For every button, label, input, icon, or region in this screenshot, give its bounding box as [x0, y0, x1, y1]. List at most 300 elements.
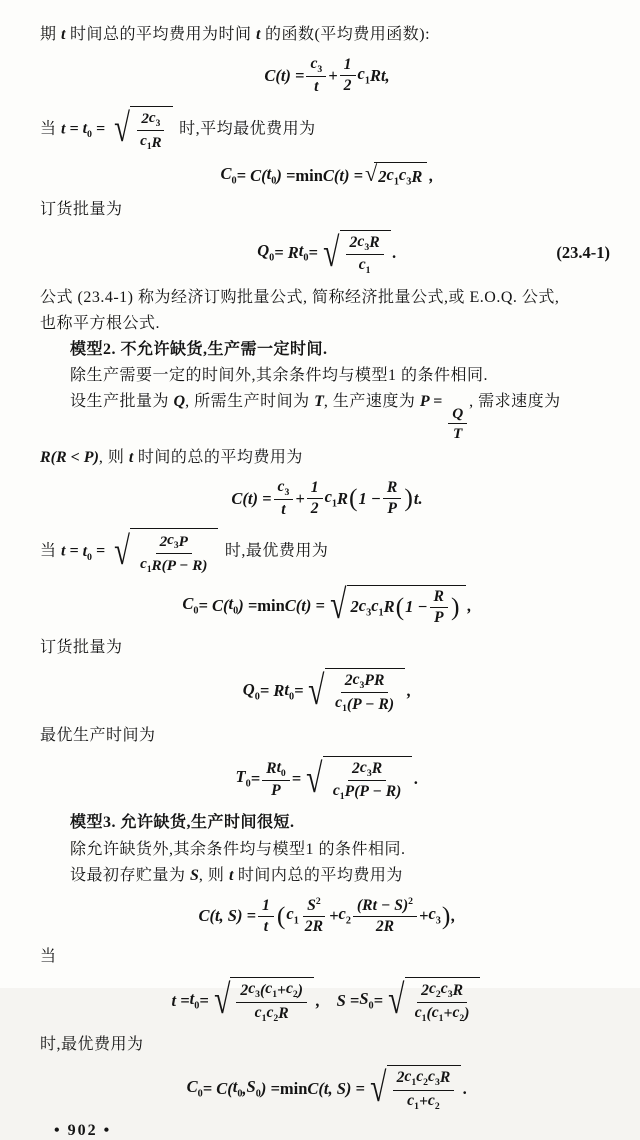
- subscripted-term: $t_0$: [284, 679, 295, 702]
- radical-symbol-icon: √: [370, 1063, 387, 1110]
- subscripted-term: $c_3$: [357, 232, 370, 254]
- math-run: 2R: [304, 918, 324, 936]
- subscripted-term: $t_0$: [266, 163, 277, 187]
- fraction: [136, 531, 211, 576]
- display-formula: [40, 162, 614, 189]
- paragraph: [40, 636, 614, 659]
- display-formula: [40, 478, 614, 519]
- subscript: 3: [366, 606, 372, 618]
- cjk-run: 时间内总的平均费用为: [233, 866, 403, 884]
- cjk-run: 除生产需要一定的时间外,其余条件均与模型1 的条件相同.: [70, 367, 489, 385]
- subscript: 1: [421, 1012, 427, 1024]
- subscript: 2: [434, 1100, 440, 1112]
- display-formula: [40, 55, 614, 96]
- cjk-run: 的函数(平均费用函数):: [260, 26, 431, 43]
- subscript: 1: [261, 1012, 267, 1024]
- subscript: 3: [406, 176, 412, 188]
- cjk-run: 模型2. 不允许缺货,生产需一定时间.: [70, 340, 328, 358]
- math-run: 2: [350, 597, 359, 617]
- fraction-numerator: [348, 759, 386, 781]
- math-run: t: [263, 917, 269, 935]
- subscript: 0: [231, 175, 237, 187]
- subscripted-term: $c_1$: [332, 782, 345, 803]
- subscripted-term: $t_0$: [228, 594, 239, 617]
- subscripted-term: $c_1$: [265, 980, 278, 1001]
- fraction-denominator: [372, 917, 398, 936]
- subscript: 1: [438, 1012, 444, 1024]
- square-root: [111, 106, 173, 154]
- math-run: 2: [352, 760, 360, 778]
- subscripted-term: $c_2$: [416, 1068, 429, 1089]
- math-run: = C(: [202, 1078, 233, 1098]
- subscript: 2: [292, 989, 298, 1001]
- subscript: 0: [269, 252, 275, 264]
- fraction-numerator: [430, 588, 448, 608]
- subscripted-term: $c_3$: [440, 980, 453, 1001]
- square-root: [365, 162, 427, 189]
- subscript: 2: [423, 1077, 429, 1089]
- subscripted-term: $c_3$: [428, 1068, 440, 1089]
- fraction: [411, 980, 474, 1024]
- math-run: = R: [259, 681, 285, 701]
- fraction: [307, 479, 323, 518]
- subscripted-term: $t_0$: [189, 988, 200, 1012]
- math-run: t.: [413, 488, 423, 508]
- math-run: +: [329, 906, 339, 926]
- subscripted-term: $c_3$: [277, 477, 290, 498]
- subscript: 0: [271, 175, 277, 187]
- math-run: 1: [343, 56, 352, 74]
- math-run: R: [439, 1069, 451, 1087]
- math-run: T: [453, 425, 463, 443]
- math-run: P: [178, 532, 188, 550]
- math-run: t: [128, 448, 134, 466]
- radicand: [130, 106, 173, 154]
- math-run: =: [291, 769, 302, 789]
- display-formula: [40, 977, 614, 1024]
- subscripted-term: $c_2$: [266, 1003, 279, 1024]
- math-run: t: [255, 26, 261, 43]
- subscripted-term: $c_3$: [148, 108, 161, 129]
- radical-symbol-icon: √: [365, 161, 378, 187]
- subscripted-term: $c_1$: [286, 904, 299, 927]
- subscript: 3: [366, 768, 372, 779]
- math-run: R: [369, 234, 380, 252]
- math-run: = C(: [236, 165, 267, 185]
- paragraph: [40, 724, 614, 747]
- superscripted-term: $(Rt - S)^2$: [356, 896, 414, 915]
- fraction: [258, 897, 274, 936]
- math-run: t =: [61, 542, 83, 560]
- fraction-denominator: [310, 77, 322, 96]
- subscript: 1: [272, 989, 278, 1001]
- page-content: [40, 23, 614, 1112]
- subscripted-term: $c_3$: [310, 55, 323, 76]
- radical-symbol-icon: √: [213, 976, 231, 1023]
- fraction: [306, 55, 326, 96]
- subscript: 3: [359, 680, 365, 692]
- math-run: S: [190, 866, 199, 884]
- paragraph: [40, 312, 614, 335]
- math-run: 2: [159, 532, 168, 550]
- math-run: R(P − R): [151, 556, 208, 574]
- math-run: +: [443, 1004, 453, 1022]
- fraction-denominator: [403, 1091, 444, 1112]
- fraction: [346, 233, 384, 277]
- subscript: 1: [411, 1077, 417, 1089]
- subscript: 3: [435, 915, 441, 927]
- math-run: ,: [407, 681, 412, 701]
- math-run: = R: [274, 243, 299, 263]
- math-run: ) =: [238, 595, 258, 615]
- radicand: [374, 162, 427, 189]
- fraction-numerator: [156, 531, 192, 554]
- subscript: 1: [293, 915, 299, 927]
- square-root: [211, 977, 314, 1024]
- radicand: [130, 528, 218, 576]
- subscripted-term: $c_3$: [352, 671, 365, 692]
- math-run: +: [277, 981, 286, 999]
- fraction: [448, 405, 467, 443]
- subscript: 2: [273, 1012, 279, 1024]
- math-run: ): [464, 1004, 470, 1022]
- square-root: [303, 756, 412, 803]
- cjk-run: , 则: [198, 866, 229, 884]
- fraction-numerator: [383, 479, 401, 499]
- subscript: 3: [255, 989, 261, 1001]
- paragraph: [40, 446, 614, 469]
- subscript: 1: [364, 75, 370, 87]
- math-run: P: [387, 500, 397, 517]
- square-root: [305, 668, 405, 715]
- subscripted-term: $c_1$: [140, 132, 152, 153]
- radicand: [347, 585, 466, 627]
- subscript: 1: [146, 565, 152, 576]
- math-run: ): [297, 981, 303, 999]
- math-run: P: [433, 608, 444, 626]
- subscripted-term: $T_0$: [235, 767, 251, 790]
- subscript: 3: [173, 541, 179, 552]
- fraction-numerator: [306, 55, 326, 77]
- fraction-numerator: [236, 980, 307, 1002]
- paragraph: [40, 528, 614, 576]
- subscripted-term: $Q_0$: [242, 679, 260, 702]
- math-run: +: [419, 906, 429, 926]
- display-formula: [40, 1065, 614, 1112]
- square-root: [111, 528, 218, 576]
- subscript: 0: [368, 1000, 374, 1012]
- subscript: 0: [303, 252, 309, 264]
- radicand: [340, 230, 391, 277]
- radical-symbol-icon: √: [308, 666, 325, 713]
- cjk-run: , 生产速度为: [323, 393, 420, 411]
- subscript: 0: [194, 1000, 200, 1012]
- subscripted-term: $c_1$: [324, 486, 337, 509]
- radicand: [405, 977, 481, 1024]
- subscripted-term: $c_2$: [452, 1003, 465, 1024]
- math-run: ) =: [276, 165, 296, 185]
- fraction-denominator: [307, 499, 323, 518]
- radicand: [325, 668, 405, 715]
- display-formula: [40, 896, 614, 936]
- subscript: 0: [87, 129, 92, 141]
- math-run: 2: [141, 110, 149, 128]
- fraction: [430, 588, 448, 627]
- subscript: 3: [317, 64, 323, 76]
- math-run: 2: [396, 1069, 405, 1087]
- square-root: [327, 581, 466, 628]
- cjk-run: 时,最优费用为: [40, 1036, 144, 1054]
- radical-symbol-icon: √: [330, 581, 347, 628]
- fraction-denominator: [329, 781, 406, 802]
- fraction-numerator: [307, 479, 323, 499]
- math-run: (P − R): [346, 695, 395, 713]
- fraction-denominator: [136, 131, 166, 153]
- math-run: t: [281, 501, 286, 519]
- subscript: 3: [447, 989, 453, 1001]
- subscript: 0: [255, 1088, 261, 1100]
- fraction-denominator: [383, 499, 401, 518]
- cjk-run: 当: [40, 948, 57, 966]
- cjk-run: 设最初存贮量为: [70, 866, 191, 884]
- roman-run: min: [295, 165, 323, 185]
- subscripted-term: $t_0$: [82, 542, 92, 563]
- math-run: (: [260, 981, 266, 999]
- math-run: 2R: [375, 918, 395, 936]
- math-run: = C(: [198, 595, 229, 615]
- cjk-run: 模型3. 允许缺货,生产时间很短.: [70, 814, 295, 832]
- paragraph: [40, 390, 614, 442]
- math-run: Q: [173, 393, 186, 411]
- square-root: [367, 1065, 461, 1112]
- superscripted-term: $S^2$: [307, 896, 321, 915]
- subscripted-term: $c_2$: [428, 980, 441, 1001]
- display-formula: [40, 668, 614, 715]
- display-formula: [40, 230, 614, 277]
- subscripted-term: $c_1$: [431, 1003, 444, 1024]
- math-run: R: [278, 1004, 289, 1022]
- math-run: (: [426, 1004, 432, 1022]
- fraction-denominator: [355, 255, 375, 276]
- math-run: R: [452, 981, 464, 999]
- math-run: C(t, S) =: [198, 906, 257, 926]
- cjk-run: 当: [40, 542, 62, 560]
- subscripted-term: $c_3$: [358, 595, 372, 618]
- math-run: C(t, S) =: [307, 1078, 365, 1098]
- math-run: 1: [310, 478, 319, 496]
- subscripted-term: $S_0$: [359, 988, 374, 1012]
- fraction-denominator: [340, 76, 356, 95]
- subscripted-term: $c_2$: [427, 1091, 440, 1112]
- cjk-run: 时间总的平均费用为时间: [65, 26, 256, 43]
- cjk-run: , 所需生产时间为: [185, 393, 315, 411]
- subscript: 1: [414, 1100, 419, 1112]
- cjk-run: 订货批量为: [40, 200, 123, 218]
- fraction-numerator: [340, 56, 356, 76]
- math-run: R: [433, 587, 444, 605]
- fraction: [262, 759, 290, 800]
- cjk-run: 时间的总的平均费用为: [133, 448, 303, 466]
- fraction-numerator: [393, 1068, 455, 1090]
- subscript: 0: [288, 690, 295, 702]
- fraction-denominator: [411, 1003, 474, 1024]
- fraction-numerator: [274, 478, 294, 500]
- display-formula: [40, 581, 614, 628]
- radical-symbol-icon: √: [388, 976, 405, 1023]
- math-run: 2: [344, 672, 353, 690]
- math-run: 2: [240, 981, 249, 999]
- paragraph: [40, 1033, 614, 1056]
- big-paren: ): [451, 592, 460, 622]
- math-run: C(t) =: [284, 595, 325, 615]
- fraction-denominator: [251, 1003, 293, 1024]
- subscript: 2: [435, 989, 441, 1001]
- radicand: [323, 756, 413, 803]
- radicand: [387, 1065, 462, 1112]
- fraction: [393, 1068, 455, 1112]
- subscripted-term: $c_3$: [428, 904, 441, 927]
- subscripted-term: $c_2$: [285, 980, 298, 1001]
- subscript: 1: [365, 265, 371, 277]
- subscripted-term: $c_1$: [140, 555, 152, 576]
- cjk-run: , 需求速度为: [469, 393, 561, 411]
- math-run: =: [373, 990, 384, 1010]
- subscripted-term: $c_3$: [359, 758, 372, 779]
- fraction: [331, 671, 398, 715]
- paragraph: [40, 945, 614, 968]
- fraction-denominator: [267, 781, 285, 800]
- subscript: 1: [146, 142, 152, 153]
- fraction-numerator: [448, 405, 467, 424]
- math-run: C(t) =: [264, 65, 305, 85]
- subscript: 0: [193, 605, 199, 617]
- math-run: ,: [451, 906, 456, 926]
- math-run: R(R < P): [40, 448, 99, 466]
- math-run: 2: [349, 234, 358, 252]
- subscripted-term: $t_0$: [276, 758, 286, 779]
- math-run: 1 −: [405, 597, 428, 617]
- square-root: [385, 977, 480, 1024]
- fraction-numerator: [346, 233, 384, 255]
- fraction: [274, 478, 294, 519]
- fraction-denominator: [430, 608, 448, 627]
- fraction: [236, 980, 307, 1024]
- fraction-denominator: [260, 917, 272, 936]
- cjk-run: , 则: [98, 448, 129, 466]
- math-run: R: [337, 488, 349, 508]
- fraction-denominator: [277, 500, 289, 519]
- big-paren: ): [404, 483, 413, 513]
- math-run: R: [266, 759, 277, 777]
- radical-symbol-icon: √: [323, 228, 340, 275]
- big-paren: (: [349, 483, 358, 513]
- math-run: C(t) =: [231, 488, 272, 508]
- subscripted-term: $C_0$: [186, 1076, 203, 1100]
- math-run: P =: [419, 393, 447, 411]
- subscripted-term: $c_1$: [386, 165, 399, 188]
- square-root: [320, 230, 391, 277]
- math-run: R: [411, 167, 423, 187]
- subscript: 2: [459, 1012, 465, 1024]
- subscript: 0: [197, 1088, 203, 1100]
- math-run: t: [314, 78, 319, 96]
- subscript: 1: [393, 176, 399, 188]
- paragraph: [40, 811, 614, 834]
- subscript: 1: [339, 791, 345, 803]
- radicand: [230, 977, 314, 1024]
- superscript: 2: [315, 896, 321, 908]
- cjk-run: 也称平方根公式.: [40, 314, 161, 332]
- cjk-run: 最优生产时间为: [40, 726, 156, 744]
- math-run: ,: [242, 1078, 247, 1098]
- subscripted-term: $c_1$: [414, 1003, 427, 1024]
- cjk-run: 当: [40, 120, 62, 138]
- subscript: 3: [284, 486, 290, 498]
- subscript: 1: [378, 606, 384, 618]
- math-run: Rt,: [369, 65, 390, 85]
- roman-run: min: [257, 595, 285, 615]
- math-run: 2: [343, 77, 352, 95]
- cjk-run: 设生产批量为: [70, 393, 174, 411]
- subscripted-term: $c_1$: [254, 1003, 267, 1024]
- subscripted-term: $t_0$: [232, 1076, 243, 1100]
- fraction-numerator: [137, 109, 164, 132]
- fraction-numerator: [262, 759, 290, 781]
- math-run: PR: [364, 672, 385, 690]
- math-run: R: [386, 478, 398, 496]
- math-run: =: [199, 990, 209, 1010]
- cjk-run: 公式 (23.4-1) 称为经济订购批量公式, 简称经济批量公式,或 E.O.Q. 公式,: [40, 288, 560, 306]
- subscript: 0: [254, 690, 260, 702]
- math-run: R: [383, 597, 395, 617]
- math-run: R: [151, 134, 162, 152]
- fraction: [329, 759, 406, 803]
- math-run: 2: [378, 167, 387, 187]
- fraction: [383, 479, 401, 518]
- subscript: 0: [233, 605, 239, 617]
- paragraph: [40, 286, 614, 309]
- math-run: 2: [310, 500, 319, 517]
- big-paren: ): [441, 900, 451, 930]
- math-run: R: [371, 760, 383, 778]
- subscript: 3: [155, 118, 161, 129]
- fraction-denominator: [136, 554, 211, 576]
- math-run: +: [418, 1092, 428, 1110]
- subscripted-term: $c_1$: [407, 1091, 419, 1112]
- subscript: 0: [237, 1088, 243, 1100]
- math-run: ,: [316, 990, 337, 1010]
- paragraph: [40, 364, 614, 387]
- subscript: 0: [245, 778, 251, 790]
- fraction: [340, 56, 356, 95]
- fraction-numerator: [417, 980, 467, 1002]
- cjk-run: 期: [40, 26, 62, 43]
- subscripted-term: $c_1$: [404, 1068, 417, 1089]
- subscripted-term: $S_0$: [246, 1076, 261, 1100]
- subscripted-term: $c_3$: [167, 531, 179, 552]
- math-run: 1: [262, 896, 270, 914]
- math-run: ,: [467, 595, 472, 615]
- subscripted-term: $Q_0$: [257, 241, 275, 264]
- math-run: 1 −: [358, 488, 381, 508]
- math-run: t: [228, 866, 234, 884]
- paragraph: [40, 338, 614, 361]
- subscript: 1: [342, 703, 347, 715]
- paragraph: [40, 838, 614, 861]
- fraction-numerator: [258, 897, 274, 917]
- math-run: t: [61, 26, 66, 43]
- math-run: Q: [452, 404, 464, 422]
